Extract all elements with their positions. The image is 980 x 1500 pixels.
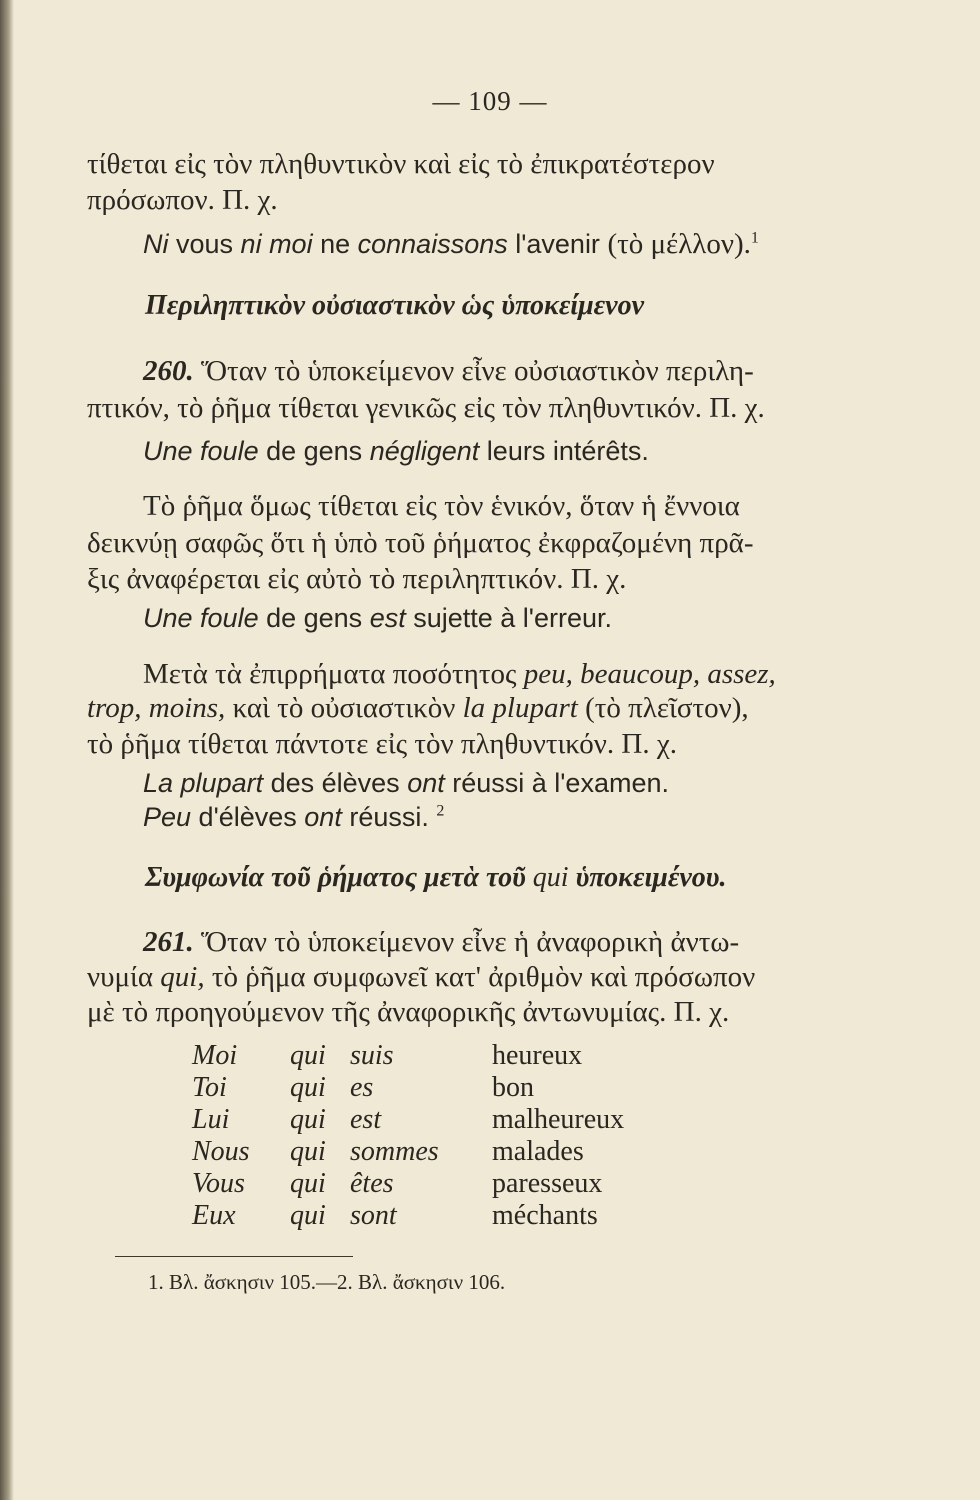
paragraph-260-start: 260. Ὅταν τὸ ὑποκείμενον εἶνε οὐσιαστικὸν περιλη-: [143, 355, 754, 387]
table-cell: qui: [290, 1104, 326, 1135]
table-cell: qui: [290, 1072, 326, 1103]
text-line: trop, moins, καὶ τὸ οὐσιαστικὸν la plupart (τὸ πλεῖστον),: [87, 692, 749, 724]
text-line: πρόσωπον. Π. χ.: [87, 184, 278, 216]
table-cell: êtes: [350, 1168, 394, 1199]
section-heading: Συμφωνία τοῦ ῥήματος μετὰ τοῦ qui ὑποκειμένου.: [145, 862, 727, 893]
text-line: Μετὰ τὰ ἐπιρρήματα ποσότητος peu, beaucoup, assez,: [143, 658, 776, 690]
table-cell: sommes: [350, 1136, 439, 1167]
footnote: 1. Βλ. ἄσκησιν 105.—2. Βλ. ἄσκησιν 106.: [148, 1270, 506, 1294]
table-cell: méchants: [492, 1200, 598, 1231]
table-cell: Toi: [192, 1072, 227, 1103]
table-cell: qui: [290, 1200, 326, 1231]
table-cell: Nous: [192, 1136, 250, 1167]
text-line: ξις ἀναφέρεται εἰς αὐτὸ τὸ περιληπτικόν. Π. χ.: [87, 563, 627, 595]
example-line: Ni vous ni moi ne connaissons l'avenir (τὸ μέλλον).$^1$: [143, 228, 759, 260]
table-cell: sont: [350, 1200, 397, 1231]
table-cell: qui: [290, 1136, 326, 1167]
example-line: Peu d'élèves ont réussi. $^2$: [143, 802, 445, 832]
text-line: πτικόν, τὸ ῥῆμα τίθεται γενικῶς εἰς τὸν πληθυντικόν. Π. χ.: [87, 392, 765, 424]
table-cell: malades: [492, 1136, 584, 1167]
table-cell: suis: [350, 1040, 394, 1071]
table-cell: est: [350, 1104, 382, 1135]
paragraph-number: 261.: [143, 926, 194, 958]
section-heading: Περιληπτικὸν οὐσιαστικὸν ὡς ὑποκείμενον: [145, 290, 644, 321]
table-cell: es: [350, 1072, 374, 1103]
text-line: νυμία qui, τὸ ῥῆμα συμφωνεῖ κατ' ἀριθμὸν καὶ πρόσωπον: [87, 961, 756, 993]
example-line: Une foule de gens est sujette à l'erreur.: [143, 603, 612, 633]
table-cell: Lui: [192, 1104, 230, 1135]
table-cell: Eux: [192, 1200, 236, 1231]
paragraph-261-start: 261. Ὅταν τὸ ὑποκείμενον εἶνε ἡ ἀναφορικὴ ἀντω-: [143, 926, 740, 958]
table-cell: heureux: [492, 1040, 583, 1071]
page-binding-edge: [0, 0, 14, 1500]
table-cell: Vous: [192, 1168, 245, 1199]
text-line: μὲ τὸ προηγούμενον τῆς ἀναφορικῆς ἀντωνυμίας. Π. χ.: [87, 996, 730, 1028]
example-line: La plupart des élèves ont réussi à l'examen.: [143, 768, 669, 798]
text-line: τίθεται εἰς τὸν πληθυντικὸν καὶ εἰς τὸ ἐπικρατέστερον: [87, 148, 715, 180]
text-line: τὸ ῥῆμα τίθεται πάντοτε εἰς τὸν πληθυντικόν. Π. χ.: [87, 728, 677, 760]
table-cell: Moi: [192, 1040, 238, 1071]
example-line: Une foule de gens négligent leurs intérêts.: [143, 436, 649, 466]
table-cell: bon: [492, 1072, 534, 1103]
table-cell: paresseux: [492, 1168, 603, 1199]
page-number: — 109 —: [432, 86, 548, 116]
paragraph-number: 260.: [143, 355, 194, 387]
table-cell: malheureux: [492, 1104, 625, 1135]
table-cell: qui: [290, 1168, 326, 1199]
footnote-divider: [115, 1256, 353, 1257]
table-cell: qui: [290, 1040, 326, 1071]
text-line: Τὸ ῥῆμα ὅμως τίθεται εἰς τὸν ἑνικόν, ὅταν ἡ ἔννοια: [143, 490, 740, 522]
text-line: δεικνύῃ σαφῶς ὅτι ἡ ὑπὸ τοῦ ῥήματος ἐκφραζομένη πρᾶ-: [87, 527, 754, 559]
